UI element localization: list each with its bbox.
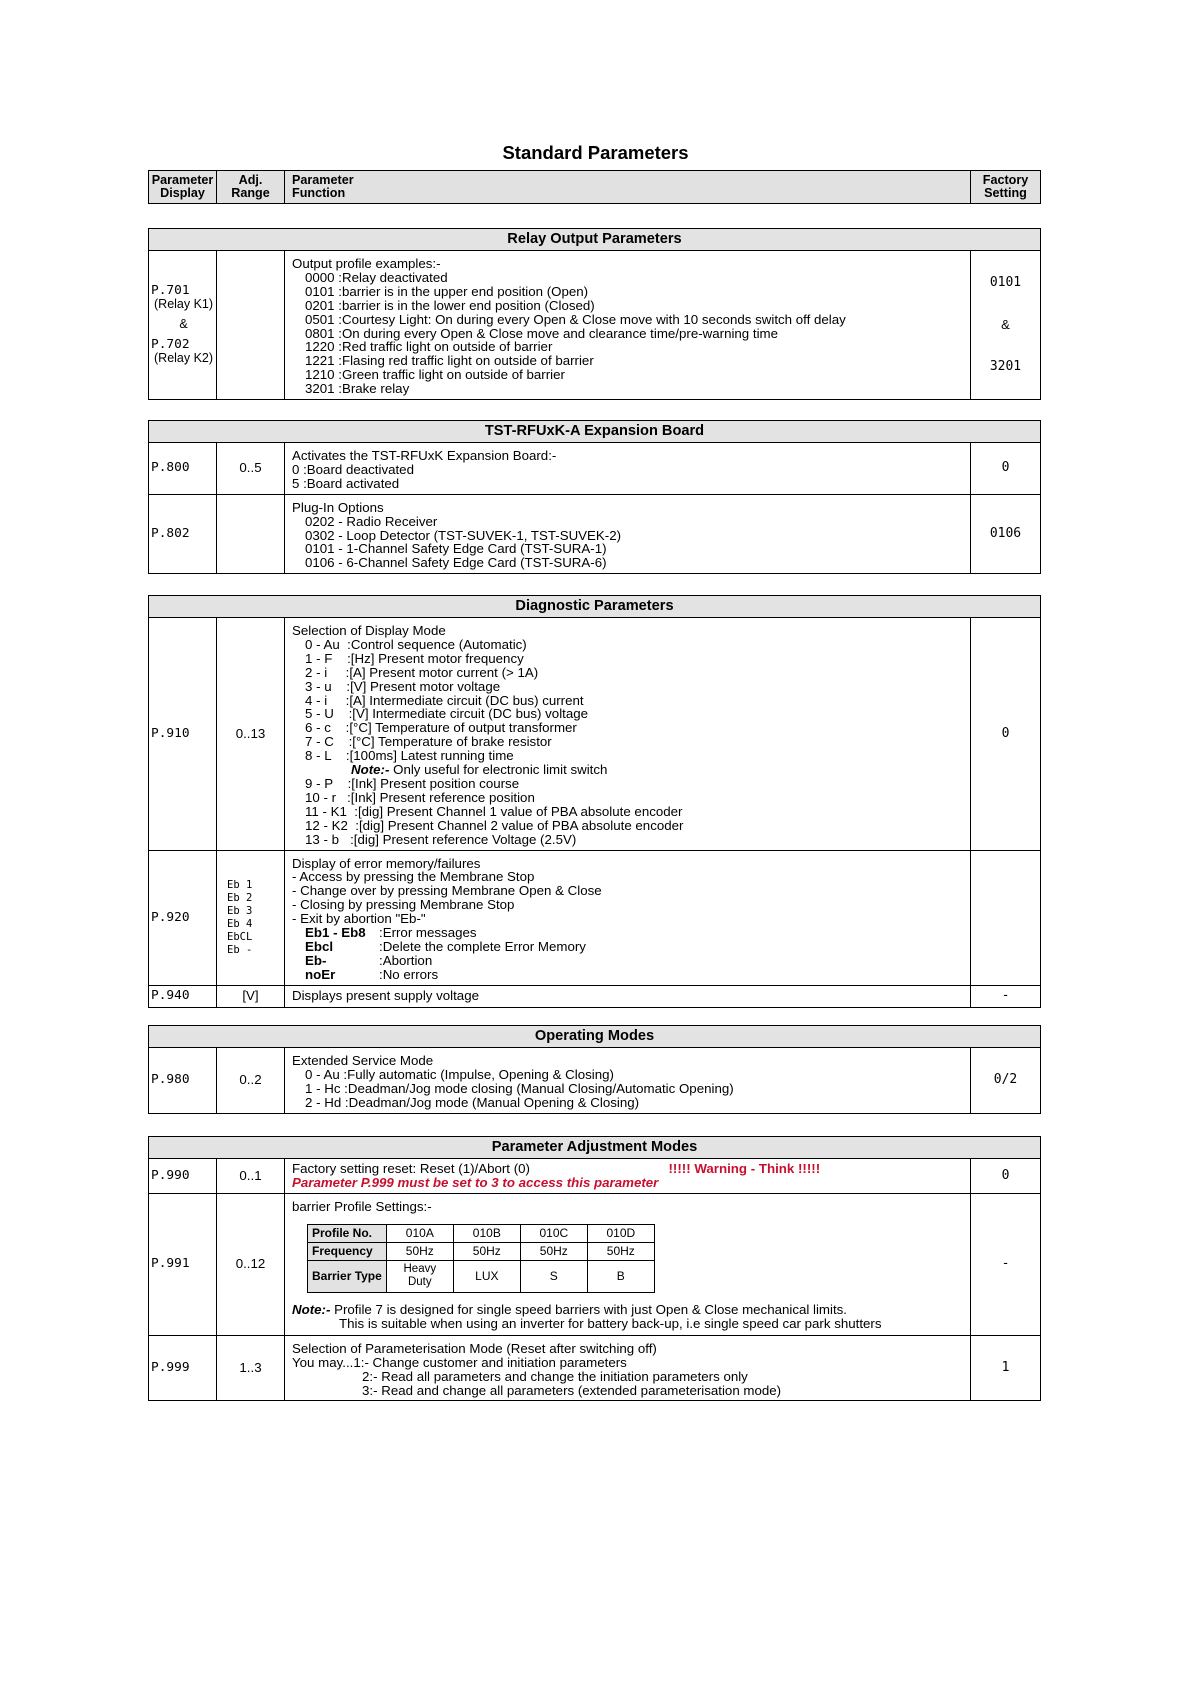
profile-cell: B: [587, 1260, 654, 1292]
header-parameter-display: Parameter Display: [149, 171, 217, 204]
function-line: 0 - Au :Fully automatic (Impulse, Opening & Closing): [305, 1066, 614, 1082]
section-title: Operating Modes: [149, 1026, 1041, 1048]
param-code: P.702: [151, 336, 190, 352]
factory-value: 0: [970, 1159, 1040, 1194]
function-line: 0801 :On during every Open & Close move and clearance time/pre-warning time: [305, 325, 779, 341]
factory-value: -: [970, 985, 1040, 1007]
note-text: Profile 7 is designed for single speed barriers with just Open & Close mechanical limits.: [330, 1301, 848, 1317]
profile-cell: 010B: [453, 1224, 520, 1242]
function-line: You may...1:- Change customer and initiation parameters: [292, 1354, 627, 1370]
param-row: [149, 443, 1041, 495]
warning-note: Parameter P.999 must be set to 3 to access this parameter: [292, 1174, 659, 1190]
adj-range: [217, 494, 285, 574]
function-line: Selection of Display Mode: [292, 623, 446, 638]
param-code: P.920: [149, 850, 217, 985]
mode-line: 13 - b :[dig] Present reference Voltage (2.5V): [305, 831, 577, 847]
profile-cell: 010C: [520, 1224, 587, 1242]
adj-range: 0..2: [217, 1048, 285, 1114]
function-line: - Access by pressing the Membrane Stop: [292, 869, 535, 885]
function-cell: [285, 1335, 971, 1401]
reset-text: Factory setting reset: Reset (1)/Abort (0): [292, 1161, 530, 1176]
mode-line: 1 - F :[Hz] Present motor frequency: [305, 650, 524, 666]
column-header-table: [148, 170, 1041, 204]
function-line: Output profile examples:-: [292, 256, 441, 271]
profile-cell: 50Hz: [587, 1242, 654, 1260]
error-code-list: [217, 879, 284, 957]
function-cell: [285, 850, 971, 985]
param-row: [149, 1159, 1041, 1194]
factory-value: 0106: [970, 494, 1040, 574]
note-label: Note:-: [292, 1301, 331, 1317]
mode-line: 8 - L :[100ms] Latest running time: [305, 748, 514, 764]
code-line: [292, 968, 964, 982]
function-line: 1210 :Green traffic light on outside of barrier: [305, 367, 565, 383]
section-title: Relay Output Parameters: [149, 229, 1041, 251]
error-code: Eb 4: [227, 917, 253, 930]
function-line: 0101 - 1-Channel Safety Edge Card (TST-SURA-1): [305, 541, 607, 557]
function-cell: [285, 494, 971, 574]
adj-range: 0..1: [217, 1159, 285, 1194]
operating-modes-section: [148, 1025, 1041, 1114]
error-code-key: Eb1 - Eb8: [305, 925, 366, 941]
profile-cell: 50Hz: [453, 1242, 520, 1260]
header-factory-setting: Factory Setting: [971, 171, 1041, 204]
param-row: [149, 618, 1041, 851]
function-line: Extended Service Mode: [292, 1053, 434, 1068]
error-code: Eb 3: [227, 904, 253, 917]
code-line: [292, 954, 964, 968]
error-code: EbCL: [227, 930, 253, 943]
param-code: P.991: [149, 1193, 217, 1335]
ampersand: &: [1001, 317, 1010, 333]
code-line: [292, 926, 964, 940]
section-title: Diagnostic Parameters: [149, 596, 1041, 618]
mode-line: 4 - i :[A] Intermediate circuit (DC bus) current: [305, 692, 584, 708]
code-line: [292, 940, 964, 954]
error-code-key: noEr: [305, 966, 336, 982]
page-title: Standard Parameters: [502, 142, 689, 163]
adj-range: 1..3: [217, 1335, 285, 1401]
param-row: [149, 1193, 1041, 1335]
adj-range: 0..5: [217, 443, 285, 495]
factory-value: 0/2: [970, 1048, 1040, 1114]
diagnostic-section: [148, 595, 1041, 1008]
param-row: [149, 985, 1041, 1007]
function-line: 1221 :Flasing red traffic light on outside of barrier: [305, 353, 594, 369]
adjustment-modes-section: [148, 1136, 1041, 1401]
note-text: Only useful for electronic limit switch: [389, 762, 608, 778]
factory-value: 0: [970, 618, 1040, 851]
note-line: [292, 763, 964, 777]
param-row: [149, 494, 1041, 574]
function-line: barrier Profile Settings:-: [292, 1198, 432, 1214]
factory-value: -: [970, 1193, 1040, 1335]
function-line: 0000 :Relay deactivated: [305, 269, 448, 285]
adj-range: 0..13: [217, 618, 285, 851]
profile-cell: 010A: [386, 1224, 453, 1242]
profile-cell: 50Hz: [386, 1242, 453, 1260]
mode-line: 11 - K1 :[dig] Present Channel 1 value of PBA absolute encoder: [305, 803, 683, 819]
function-line: 1 - Hc :Deadman/Jog mode closing (Manual Closing/Automatic Opening): [305, 1080, 734, 1096]
function-line: 0106 - 6-Channel Safety Edge Card (TST-SURA-6): [305, 555, 607, 571]
adj-range-cell: [217, 251, 285, 400]
profile-row-label: Barrier Type: [308, 1260, 387, 1292]
error-code-key: Eb-: [305, 952, 327, 968]
profile-row: [308, 1224, 655, 1242]
function-cell: [285, 251, 971, 400]
ampersand: &: [179, 317, 188, 332]
function-line: 0201 :barrier is in the lower end position (Closed): [305, 297, 595, 313]
function-line: - Closing by pressing Membrane Stop: [292, 897, 515, 913]
factory-setting-cell: [970, 251, 1040, 400]
function-cell: [285, 1193, 971, 1335]
function-line: Activates the TST-RFUxK Expansion Board:-: [292, 448, 557, 463]
mode-line: 7 - C :[°C] Temperature of brake resistor: [305, 734, 552, 750]
function-line: 3201 :Brake relay: [305, 381, 410, 397]
profile-table: [307, 1224, 655, 1293]
param-code: P.990: [149, 1159, 217, 1194]
param-sub-label: (Relay K2): [154, 350, 214, 365]
function-line: 2 - Hd :Deadman/Jog mode (Manual Opening & Closing): [305, 1094, 640, 1110]
expansion-board-section: [148, 420, 1041, 574]
profile-cell: Heavy Duty: [386, 1260, 453, 1292]
section-title: Parameter Adjustment Modes: [149, 1137, 1041, 1159]
function-line: 0202 - Radio Receiver: [305, 513, 438, 529]
mode-line: 2 - i :[A] Present motor current (> 1A): [305, 664, 539, 680]
profile-cell: 010D: [587, 1224, 654, 1242]
mode-line: 5 - U :[V] Intermediate circuit (DC bus) voltage: [305, 706, 589, 722]
mode-line: 12 - K2 :[dig] Present Channel 2 value of PBA absolute encoder: [305, 817, 684, 833]
param-code: P.910: [149, 618, 217, 851]
param-code: P.802: [149, 494, 217, 574]
note-label: Note:-: [351, 762, 390, 778]
error-code-desc: :Abortion: [379, 952, 433, 968]
factory-value: 1: [970, 1335, 1040, 1401]
factory-value: 3201: [989, 358, 1022, 374]
function-line: Plug-In Options: [292, 499, 384, 515]
profile-cell: S: [520, 1260, 587, 1292]
function-line: 3:- Read and change all parameters (extended parameterisation mode): [362, 1382, 782, 1398]
error-code: Eb -: [227, 943, 253, 956]
error-code-key: Ebcl: [305, 938, 334, 954]
error-code-desc: :Delete the complete Error Memory: [379, 938, 586, 954]
param-sub-label: (Relay K1): [154, 297, 214, 312]
function-cell: [285, 1159, 971, 1194]
function-line: 0101 :barrier is in the upper end position (Open): [305, 283, 589, 299]
warning-text: !!!!! Warning - Think !!!!!: [668, 1161, 821, 1176]
param-code: P.940: [149, 985, 217, 1007]
mode-line: 6 - c :[°C] Temperature of output transformer: [305, 720, 577, 736]
function-line: 0302 - Loop Detector (TST-SUVEK-1, TST-SUVEK-2): [305, 527, 622, 543]
function-line: 1220 :Red traffic light on outside of barrier: [305, 339, 553, 355]
param-code: P.999: [149, 1335, 217, 1401]
function-line: 5 :Board activated: [292, 475, 400, 491]
function-line: Display of error memory/failures: [292, 855, 481, 871]
param-row: [149, 850, 1041, 985]
factory-value: [970, 850, 1040, 985]
note-line: [292, 1303, 964, 1317]
function-line: 0501 :Courtesy Light: On during every Open & Close move with 10 seconds switch off delay: [305, 311, 846, 327]
profile-row-label: Frequency: [308, 1242, 387, 1260]
param-code: P.701: [151, 283, 190, 299]
function-line: Selection of Parameterisation Mode (Reset after switching off): [292, 1340, 657, 1356]
param-code: P.980: [149, 1048, 217, 1114]
header-parameter-function: Parameter Function: [285, 171, 971, 204]
factory-value: 0101: [989, 275, 1022, 291]
param-code: P.800: [149, 443, 217, 495]
adj-range-cell: [217, 850, 285, 985]
error-code-desc: :Error messages: [379, 925, 477, 941]
mode-line: 10 - r :[Ink] Present reference position: [305, 789, 535, 805]
relay-output-section: [148, 228, 1041, 400]
function-cell: [285, 618, 971, 851]
function-line: [292, 1162, 964, 1176]
function-cell: [285, 443, 971, 495]
adj-range: 0..12: [217, 1193, 285, 1335]
function-line: 0 :Board deactivated: [292, 461, 414, 477]
error-code-desc: :No errors: [379, 966, 439, 982]
profile-row: [308, 1260, 655, 1292]
function-cell: [285, 1048, 971, 1114]
param-row: [149, 1335, 1041, 1401]
function-text: Displays present supply voltage: [285, 985, 971, 1007]
factory-value: 0: [970, 443, 1040, 495]
param-row: [149, 1048, 1041, 1114]
error-code: Eb 1: [227, 878, 253, 891]
error-code: Eb 2: [227, 891, 253, 904]
profile-row-label: Profile No.: [308, 1224, 387, 1242]
function-line: - Change over by pressing Membrane Open & Close: [292, 883, 602, 899]
profile-row: [308, 1242, 655, 1260]
note-line: This is suitable when using an inverter for battery back-up, i.e single speed car park shutters: [339, 1315, 882, 1331]
function-line: - Exit by abortion "Eb-": [292, 911, 426, 927]
adj-range: [V]: [217, 985, 285, 1007]
section-title: TST-RFUxK-A Expansion Board: [149, 421, 1041, 443]
profile-cell: 50Hz: [520, 1242, 587, 1260]
mode-line: 0 - Au :Control sequence (Automatic): [305, 636, 527, 652]
param-display-cell: [149, 251, 217, 400]
mode-line: 9 - P :[Ink] Present position course: [305, 775, 520, 791]
header-adj-range: Adj. Range: [217, 171, 285, 204]
mode-line: 3 - u :[V] Present motor voltage: [305, 678, 501, 694]
profile-cell: LUX: [453, 1260, 520, 1292]
function-line: 2:- Read all parameters and change the initiation parameters only: [362, 1368, 748, 1384]
